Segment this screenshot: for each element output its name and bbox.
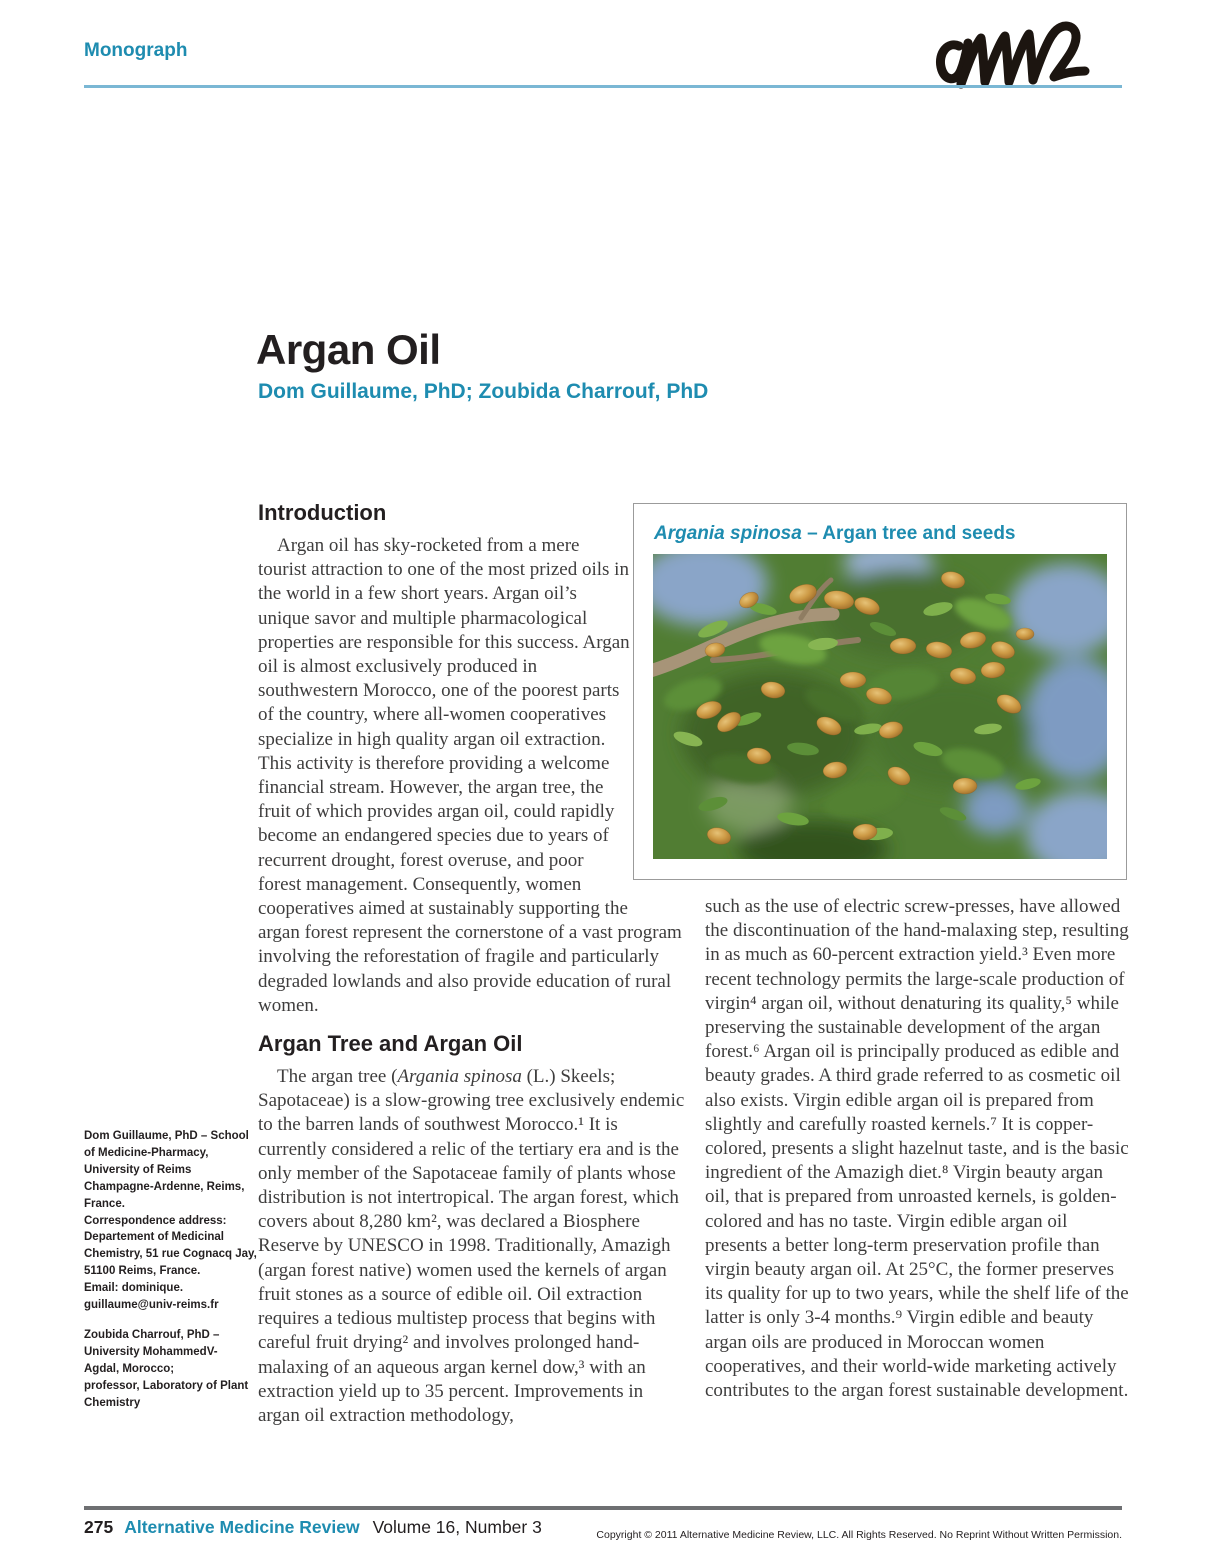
footer-left [84, 1517, 542, 1538]
header-divider-rule [84, 85, 1122, 88]
figure-caption-species: Argania spinosa [654, 523, 802, 544]
affiliation-author1: Dom Guillaume, PhD – School of Medicine-Pharmacy, University of Reims Champagne-Ardenne, Reims, France. Correspondence address: Departement of Medicinal Chemistry, 51 rue Cognacq Jay, 51100 Reims, France. Email: dominique. guillaume@univ-reims.fr [84, 1130, 257, 1312]
affiliation-author2: Zoubida Charrouf, PhD – University MohammedV- Agdal, Morocco; professor, Laboratory of Plant Chemistry [84, 1328, 249, 1409]
argan-tree-photo [653, 554, 1107, 859]
figure-caption-text: – Argan tree and seeds [801, 523, 1016, 544]
article-title: Argan Oil [256, 326, 441, 374]
intro-heading: Introduction [258, 500, 387, 525]
footer-divider-rule [84, 1506, 1122, 1510]
author-affiliations [84, 1128, 268, 1412]
intro-paragraph: Argan oil has sky-rocketed from a mere tourist attraction to one of the most prized oils in the world in a few short years. Argan oil’s unique savor and multiple pharmacological properties are responsible for this success. Argan oil is almost exclusively produced in southwestern Morocco, one of the poorest parts of the country, where all-women cooperatives specialize in high quality argan oil extraction. This activity is therefore providing a welcome financial stream. However, the argan tree, the fruit of which provides argan oil, could rapidly become an endangered species due to years of recurrent drought, forest overuse, and poor forest management. Consequently, women cooperatives aimed at sustainably supporting the argan forest represent the cornerstone of a vast program involving the reforestation of fragile and particularly degraded lowlands and also provide education of rural women. [258, 535, 682, 1016]
right-column-paragraph: such as the use of electric screw-presses, have allowed the discontinuation of the hand-malaxing step, resulting in as much as 60-percent extraction yield.³ Even more recent technology permits the large-scale production of virgin⁴ argan oil, without denaturing its quality,⁵ while preserving the sustainable development of the argan forest.⁶ Argan oil is principally produced as edible and beauty grades. A third grade referred to as cosmetic oil also exists. Virgin edible argan oil is prepared from slightly and carefully roasted kernels.⁷ It is copper-colored, presents a slight hazelnut taste, and is the basic ingredient of the Amazigh diet.⁸ Virgin beauty argan oil, that is prepared from unroasted kernels, is golden-colored and has no taste. Virgin edible argan oil presents a better long-term preservation profile than virgin beauty argan oil. At 25°C, the former preserves its quality for up to two years, while the shelf life of the latter is only 3-4 months.⁹ Virgin edible and beauty argan oils are produced in Moroccan women cooperatives, and their world-wide marketing actively contributes to the argan forest sustainable development. [705, 896, 1129, 1402]
journal-name: Alternative Medicine Review [124, 1517, 360, 1537]
page-number: 275 [84, 1517, 114, 1537]
species-name-italic: Argania spinosa [397, 1066, 522, 1088]
section-kicker: Monograph [84, 40, 188, 61]
figure-box [633, 503, 1127, 880]
figure-caption [654, 523, 1126, 545]
tree-section-paragraph: The argan tree (Argania spinosa (L.) Skeels; Sapotaceae) is a slow-growing tree exclusively endemic to the barren lands of southwest Morocco.¹ It is currently considered a relic of the tertiary era and is the only member of the Sapotaceae family of plants whose distribution is not intertropical. The argan forest, which covers about 8,280 km², was declared a Biosphere Reserve by UNESCO in 1998. Traditionally, Amazigh (argan forest native) women used the kernels of argan fruit stones as a source of edible oil. Oil extraction requires a tedious multistep process that begins with careful fruit drying² and involves prolonged hand-malaxing of an aqueous argan kernel dow,³ with an extraction yield up to 35 percent. Improvements in argan oil extraction methodology, [258, 1066, 685, 1426]
article-authors: Dom Guillaume, PhD; Zoubida Charrouf, PhD [258, 380, 709, 403]
right-text-column [705, 895, 1129, 1403]
issue-info: Volume 16, Number 3 [372, 1517, 542, 1537]
tree-section-heading: Argan Tree and Argan Oil [258, 1031, 523, 1057]
copyright-notice: Copyright © 2011 Alternative Medicine Review, LLC. All Rights Reserved. No Reprint Without Written Permission. [596, 1529, 1122, 1541]
amr-logo-icon [933, 18, 1123, 101]
left-text-column [258, 500, 686, 1428]
